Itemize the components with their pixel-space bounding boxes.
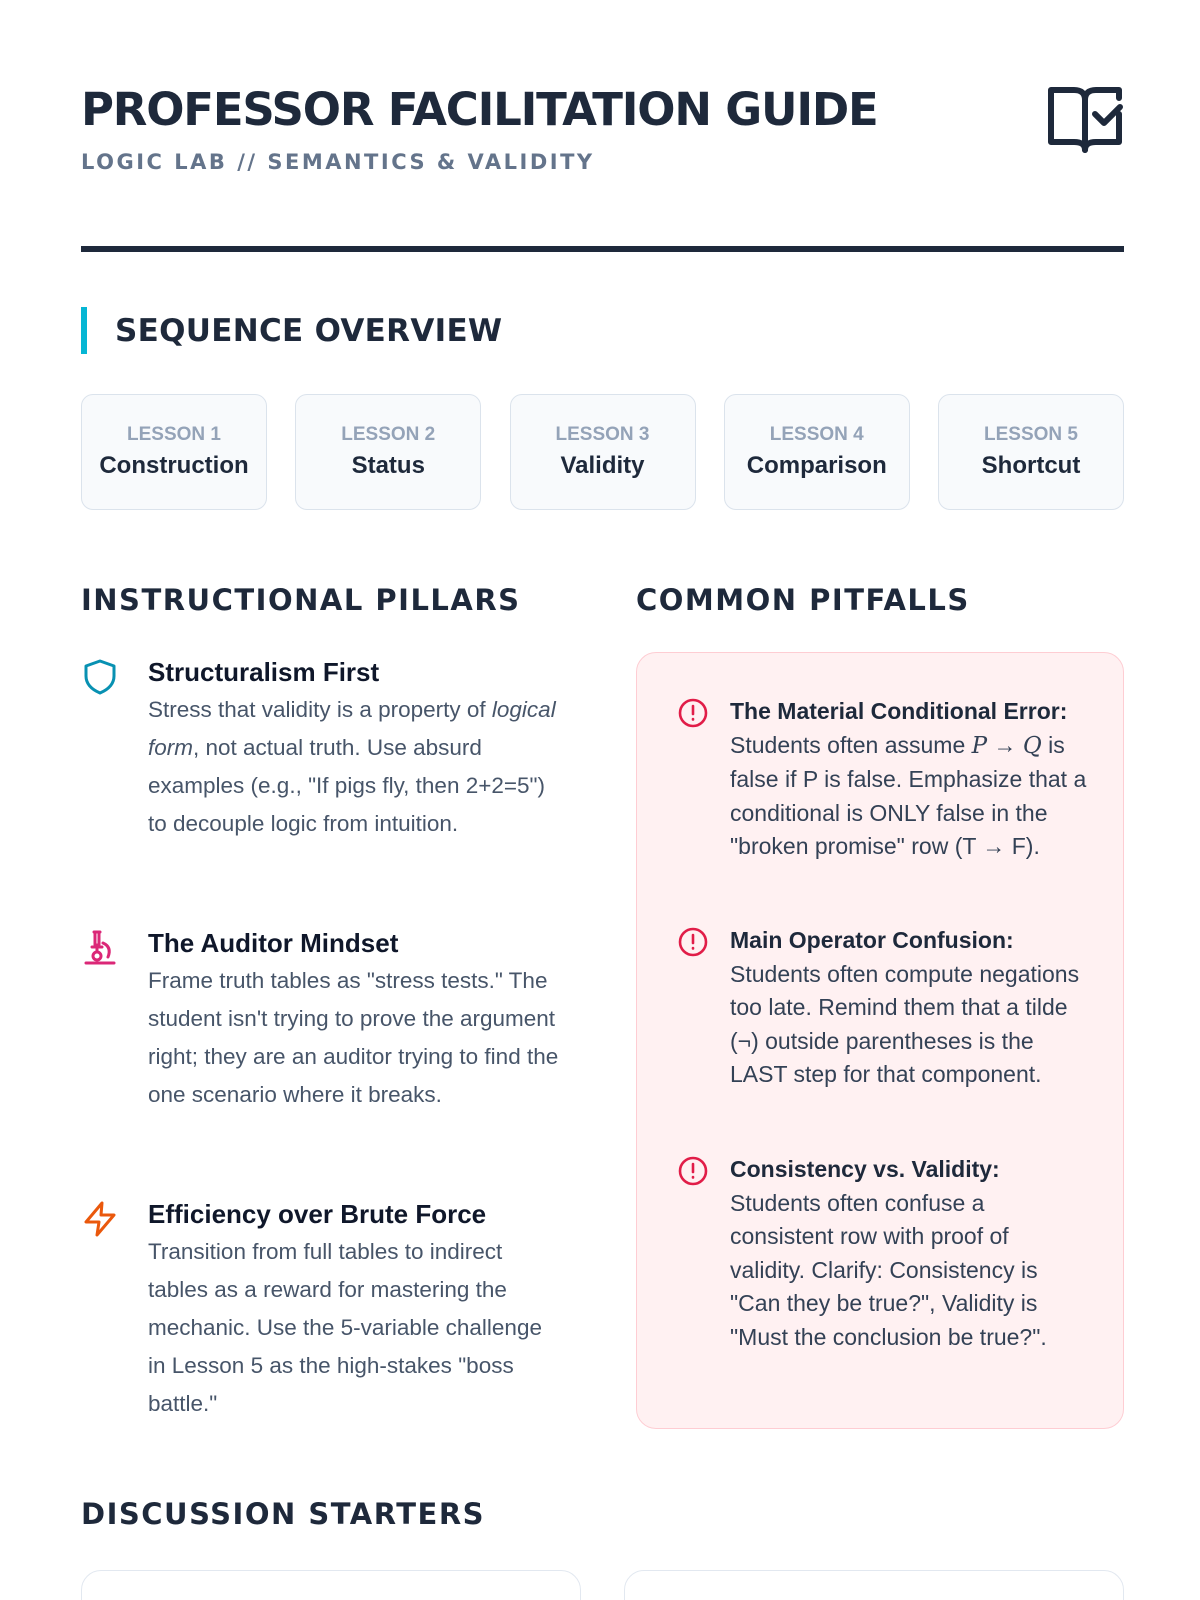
page-subtitle: LOGIC LAB // SEMANTICS & VALIDITY: [81, 150, 595, 174]
lesson-card-2[interactable]: [295, 394, 481, 510]
pitfalls-panel: [636, 652, 1124, 1429]
pillar-description: Stress that validity is a property of logical form, not actual truth. Use absurd examples (e.g., "If pigs fly, then 2+2=5") to decouple logic from intuition.: [148, 697, 556, 836]
pillar-item: [81, 656, 561, 843]
lesson-card-4[interactable]: [724, 394, 910, 510]
lesson-number: LESSON 4: [769, 424, 864, 445]
discussion-title: DISCUSSION STARTERS: [81, 1497, 486, 1531]
lesson-name: Status: [351, 452, 425, 479]
lesson-number: LESSON 2: [341, 424, 436, 445]
microscope-icon: [81, 929, 119, 967]
book-check-icon: [1046, 84, 1124, 156]
pitfall-title: Main Operator Confusion:: [730, 927, 1014, 953]
pillar-description: Frame truth tables as "stress tests." The student isn't trying to prove the argument right; they are an auditor trying to find the one scenario where it breaks.: [148, 968, 559, 1107]
pillar-description: Transition from full tables to indirect tables as a reward for mastering the mechanic. Use the 5-variable challenge in Lesson 5 as the high-stakes "boss battle.": [148, 1239, 542, 1416]
lesson-number: LESSON 5: [984, 424, 1078, 445]
alert-circle-icon: [677, 1155, 709, 1187]
lesson-card-1[interactable]: [81, 394, 267, 510]
page-title: PROFESSOR FACILITATION GUIDE: [81, 83, 878, 136]
pitfall-title: Consistency vs. Validity:: [730, 1156, 1000, 1182]
sequence-header: [81, 307, 502, 354]
pitfalls-title: COMMON PITFALLS: [636, 583, 970, 617]
discussion-card: [81, 1570, 581, 1600]
lesson-name: Construction: [99, 452, 249, 479]
lesson-card-5[interactable]: [938, 394, 1124, 510]
pitfall-item: [677, 695, 1087, 864]
alert-circle-icon: [677, 697, 709, 729]
pitfall-description: Main Operator Confusion: Students often compute negations too late. Remind them that a tilde (¬) outside parentheses is the LAST step for that component.: [730, 927, 1080, 1087]
lesson-name: Validity: [560, 452, 645, 479]
lesson-number: LESSON 3: [555, 424, 650, 445]
alert-circle-icon: [677, 926, 709, 958]
lesson-list: [81, 394, 1124, 510]
header-divider: [81, 246, 1124, 252]
lesson-card-3[interactable]: [510, 394, 696, 510]
pitfall-item: [677, 924, 1087, 1092]
pitfall-description: The Material Conditional Error: Students often assume P → Q is false if P is false. Emphasize that a conditional is ONLY false in the "broken promise" row (T → F).: [730, 698, 1087, 859]
discussion-card: [624, 1570, 1124, 1600]
pitfall-description: Consistency vs. Validity: Students often confuse a consistent row with proof of validity. Clarify: Consistency is "Can they be true?", Validity is "Must the conclusion be true?".: [730, 1156, 1047, 1350]
pillar-item: [81, 927, 561, 1114]
sequence-title: SEQUENCE OVERVIEW: [115, 312, 503, 349]
lesson-name: Comparison: [746, 452, 887, 479]
pillar-title: Structuralism First: [148, 657, 380, 687]
shield-icon: [81, 658, 119, 696]
pillar-title: The Auditor Mindset: [148, 928, 399, 958]
lightning-icon: [81, 1200, 119, 1238]
pitfall-item: [677, 1153, 1087, 1354]
lesson-name: Shortcut: [981, 452, 1081, 479]
pillar-title: Efficiency over Brute Force: [148, 1199, 487, 1229]
pillar-item: [81, 1198, 561, 1423]
pitfall-title: The Material Conditional Error:: [730, 698, 1068, 724]
pillars-title: INSTRUCTIONAL PILLARS: [81, 583, 521, 617]
section-accent-bar: [81, 307, 87, 354]
lesson-number: LESSON 1: [127, 424, 221, 445]
page-header: [81, 84, 1124, 174]
